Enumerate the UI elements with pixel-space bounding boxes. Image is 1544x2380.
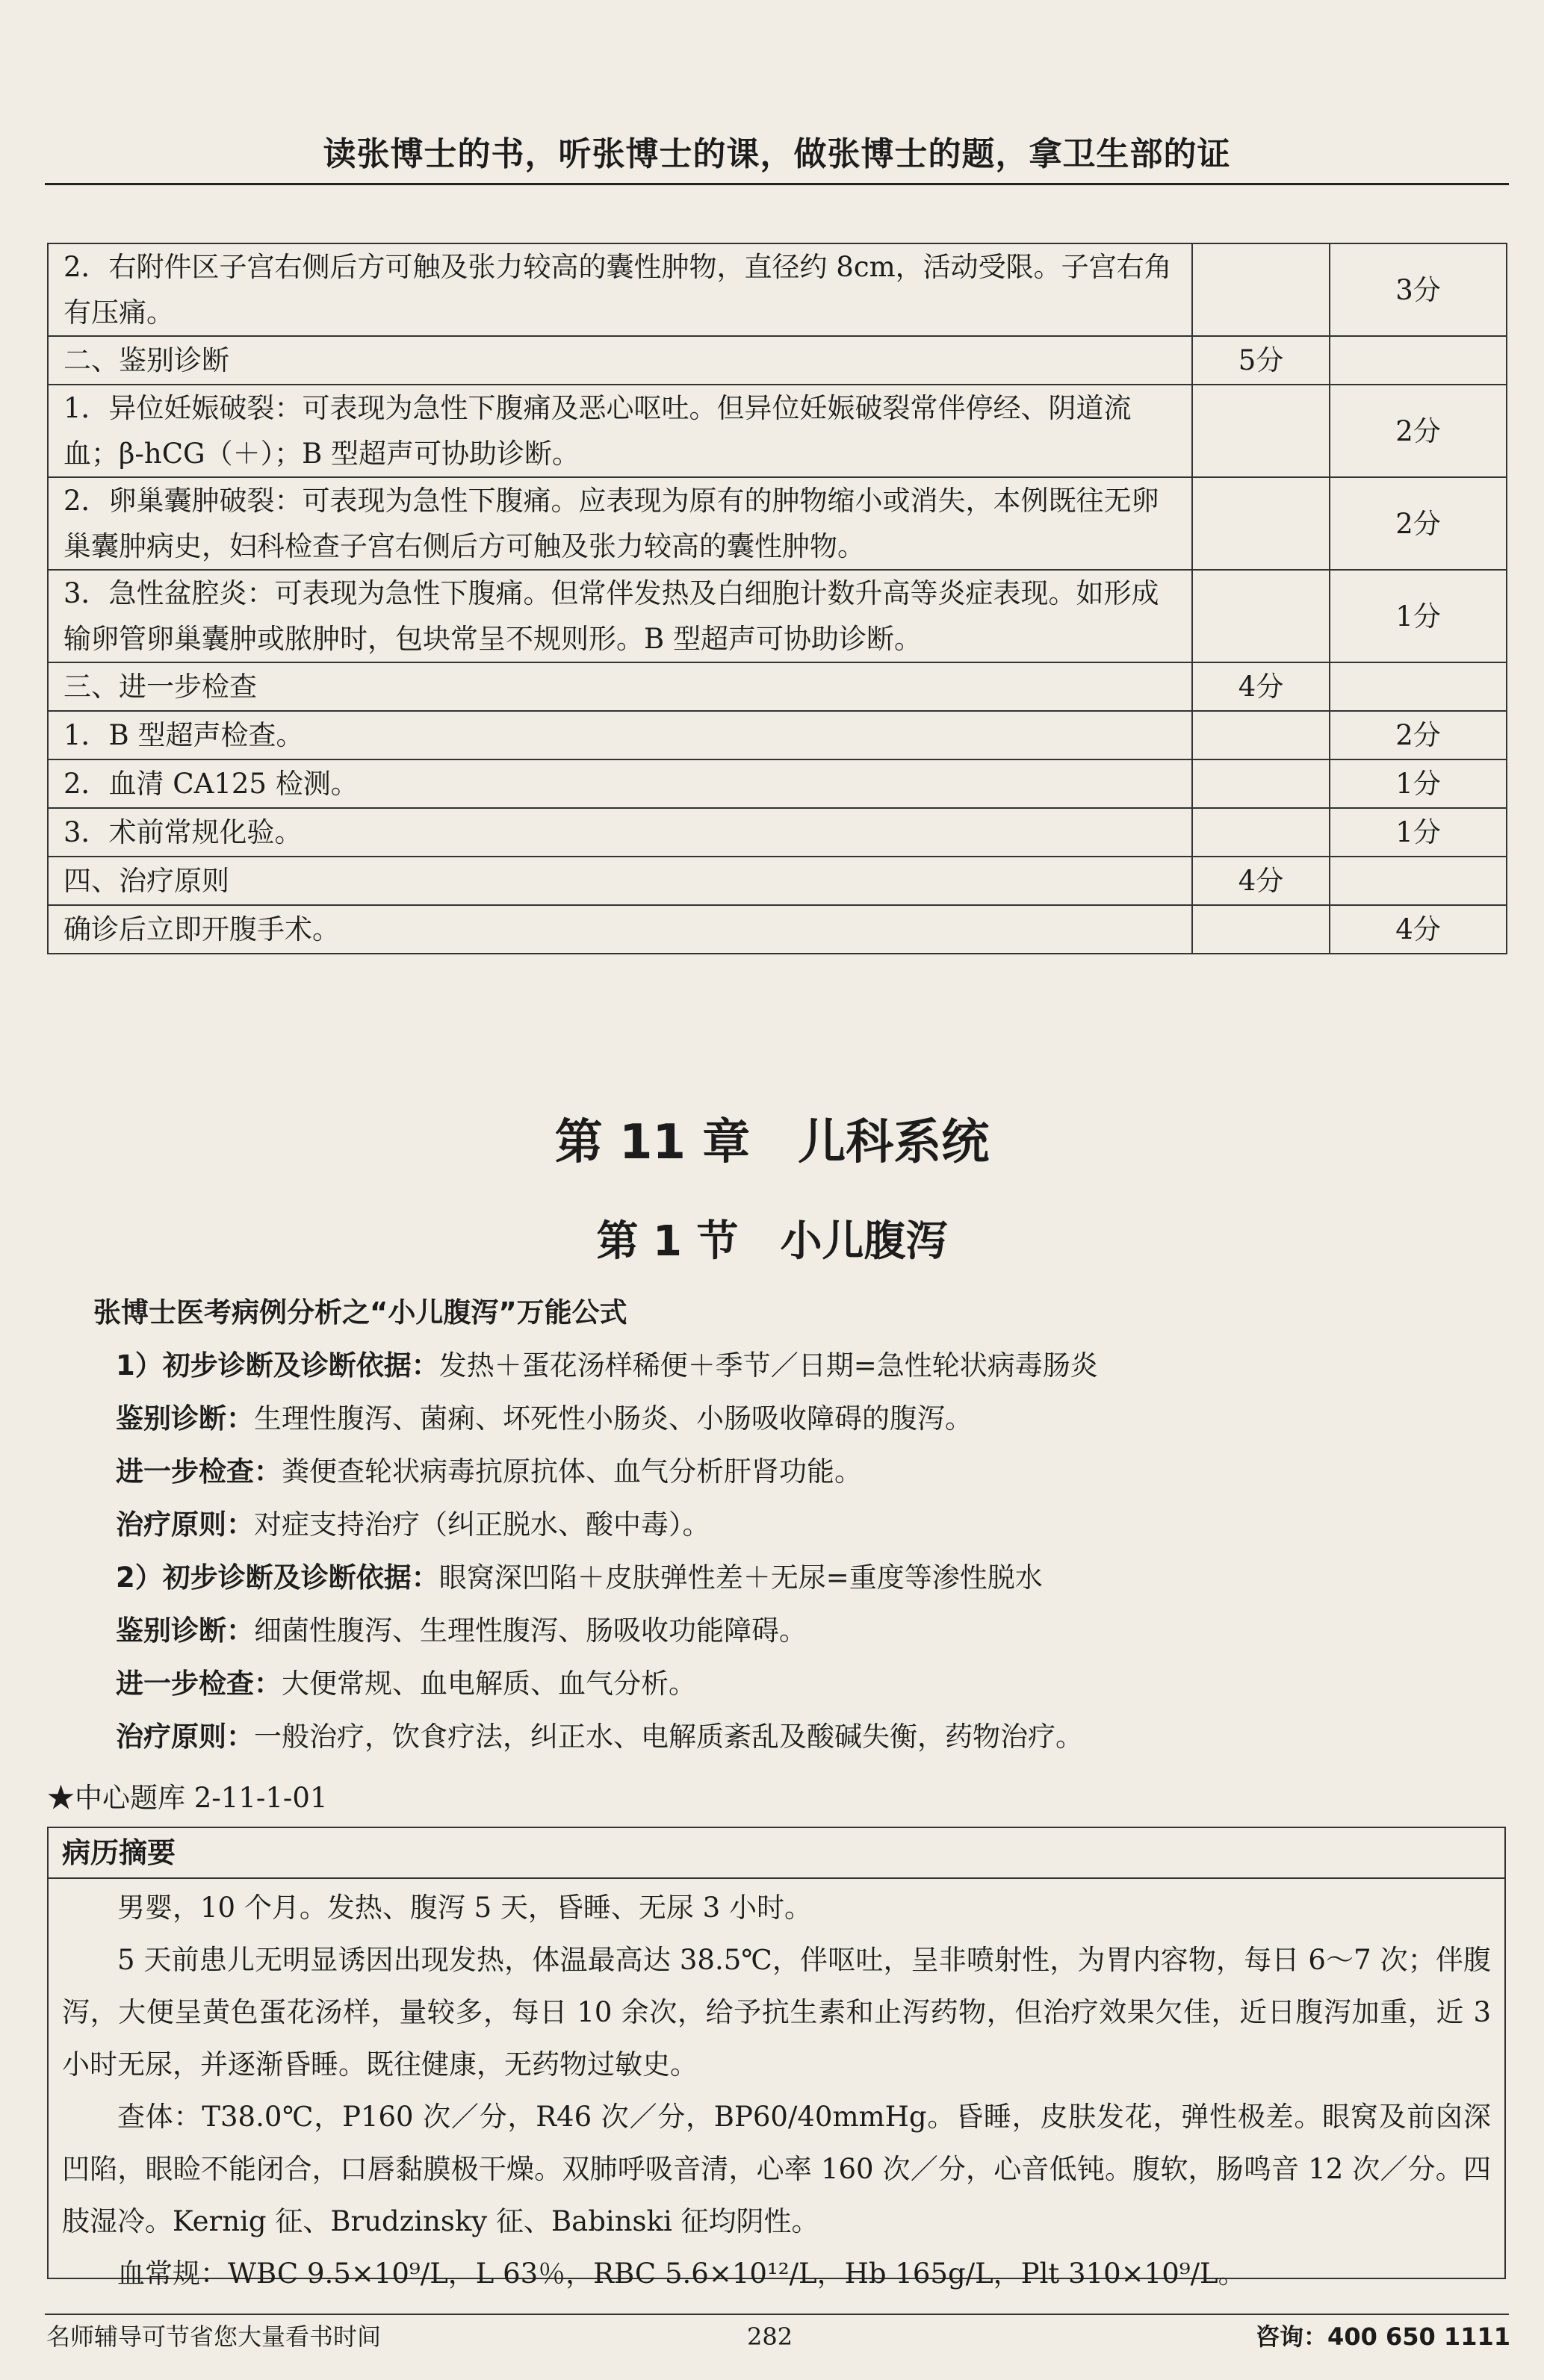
table-row (48, 570, 1507, 662)
section-score (1192, 243, 1330, 336)
item-score: 1分 (1330, 570, 1507, 662)
page-header-slogan: 读张博士的书，听张博士的课，做张博士的题，拿卫生部的证 (323, 135, 1231, 173)
section-score: 4分 (1192, 857, 1330, 905)
formula-line (71, 1392, 1505, 1445)
item-score: 2分 (1330, 385, 1507, 477)
formula-label: 2）初步诊断及诊断依据： (116, 1562, 439, 1594)
case-paragraph: 男婴，10 个月。发热、腹泻 5 天，昏睡、无尿 3 小时。 (117, 1892, 812, 1924)
table-row (48, 857, 1507, 905)
formula-label: 进一步检查： (116, 1668, 282, 1700)
item-score: 2分 (1330, 711, 1507, 759)
item-score: 2分 (1330, 477, 1507, 570)
case-paragraph: 血常规：WBC 9.5×10⁹/L，L 63％，RBC 5.6×10¹²/L，Hb 165g/L，Plt 310×10⁹/L。 (117, 2258, 1246, 2290)
row-text: 3．术前常规化验。 (48, 808, 1192, 857)
section-score (1192, 477, 1330, 570)
row-text: 3．急性盆腔炎：可表现为急性下腹痛。但常伴发热及白细胞计数升高等炎症表现。如形成输卵管卵巢囊肿或脓肿时，包块常呈不规则形。B 型超声可协助诊断。 (48, 570, 1192, 662)
table-row (48, 808, 1507, 857)
section-score: 5分 (1192, 336, 1330, 385)
item-score (1330, 857, 1507, 905)
score-table (47, 243, 1507, 954)
formula-line (71, 1710, 1505, 1763)
formula-text: 发热＋蛋花汤样稀便＋季节／日期=急性轮状病毒肠炎 (438, 1349, 1098, 1382)
formula-label: 鉴别诊断： (116, 1402, 254, 1435)
case-summary-box (47, 1827, 1506, 2290)
section-score (1192, 385, 1330, 477)
footer-contact: 咨询：400 650 1111 (1256, 2322, 1510, 2351)
row-text: 2．卵巢囊肿破裂：可表现为急性下腹痛。应表现为原有的肿物缩小或消失，本例既往无卵巢囊肿病史，妇科检查子宫右侧后方可触及张力较高的囊性肿物。 (48, 477, 1192, 570)
table-row (48, 759, 1507, 808)
section-score (1192, 759, 1330, 808)
table-row (48, 711, 1507, 759)
section-score (1192, 808, 1330, 857)
item-score: 1分 (1330, 759, 1507, 808)
section-score (1192, 711, 1330, 759)
formula-line (71, 1657, 1505, 1710)
chapter-title: 第 11 章 儿科系统 (554, 1115, 990, 1170)
section-score (1192, 570, 1330, 662)
footer-rule (45, 2314, 1509, 2315)
table-row (48, 905, 1507, 954)
footer-slogan: 名师辅导可节省您大量看书时间 (46, 2322, 382, 2351)
formula-label: 治疗原则： (116, 1721, 254, 1753)
formula-text: 眼窝深凹陷＋皮肤弹性差＋无尿=重度等渗性脱水 (438, 1562, 1043, 1594)
section-title: 第 1 节 小儿腹泻 (596, 1217, 948, 1266)
formula-line (71, 1445, 1505, 1498)
formula-text: 细菌性腹泻、生理性腹泻、肠吸收功能障碍。 (254, 1615, 807, 1647)
case-paragraph: 5 天前患儿无明显诱因出现发热，体温最高达 38.5℃，伴呕吐，呈非喷射性，为胃内容物，每日 6～7 次；伴腹泻，大便呈黄色蛋花汤样，量较多，每日 10 余次，给予抗生素和止泻药物，但治疗效果欠佳，近日腹泻加重，近 3 小时无尿，并逐渐昏睡。既往健康，无药物过敏史。 (62, 1944, 1491, 2081)
question-bank-id: ★中心题库 2-11-1-01 (47, 1782, 328, 1814)
page-number: 282 (747, 2322, 793, 2351)
item-score (1330, 336, 1507, 385)
formula-label: 鉴别诊断： (116, 1615, 254, 1647)
row-text: 1．B 型超声检查。 (48, 711, 1192, 759)
formula-line (71, 1339, 1505, 1392)
formula-label: 1）初步诊断及诊断依据： (116, 1349, 439, 1382)
row-text: 1．异位妊娠破裂：可表现为急性下腹痛及恶心呕吐。但异位妊娠破裂常伴停经、阴道流血；β-hCG（＋）；B 型超声可协助诊断。 (48, 385, 1192, 477)
formula-label: 治疗原则： (116, 1509, 254, 1541)
case-heading: 病历摘要 (49, 1828, 1504, 1879)
header-rule (45, 183, 1509, 185)
table-row (48, 385, 1507, 477)
formula-text: 一般治疗，饮食疗法，纠正水、电解质紊乱及酸碱失衡，药物治疗。 (254, 1721, 1083, 1753)
row-text: 三、进一步检查 (48, 662, 1192, 711)
case-body (49, 1879, 1504, 2300)
formula-line (71, 1551, 1505, 1604)
row-text: 二、鉴别诊断 (48, 336, 1192, 385)
section-score (1192, 905, 1330, 954)
formula-text: 对症支持治疗（纠正脱水、酸中毒）。 (254, 1509, 710, 1541)
row-text: 2．血清 CA125 检测。 (48, 759, 1192, 808)
formula-label: 进一步检查： (116, 1455, 282, 1488)
formula-text: 生理性腹泻、菌痢、坏死性小肠炎、小肠吸收障碍的腹泻。 (254, 1402, 973, 1435)
row-text: 四、治疗原则 (48, 857, 1192, 905)
item-score (1330, 662, 1507, 711)
table-row (48, 336, 1507, 385)
formula-text: 大便常规、血电解质、血气分析。 (282, 1668, 696, 1700)
formula-line (71, 1604, 1505, 1657)
formula-line (71, 1498, 1505, 1551)
row-text: 2．右附件区子宫右侧后方可触及张力较高的囊性肿物，直径约 8cm，活动受限。子宫右角有压痛。 (48, 243, 1192, 336)
row-text: 确诊后立即开腹手术。 (48, 905, 1192, 954)
case-paragraph: 查体：T38.0℃，P160 次／分，R46 次／分，BP60/40mmHg。昏睡，皮肤发花，弹性极差。眼窝及前囟深凹陷，眼睑不能闭合，口唇黏膜极干燥。双肺呼吸音清，心率 160 次／分，心音低钝。腹软，肠鸣音 12 次／分。四肢湿冷。Kernig 征、Brudzinsky 征、Babinski 征均阴性。 (62, 2101, 1491, 2237)
table-row (48, 243, 1507, 336)
item-score: 4分 (1330, 905, 1507, 954)
section-score: 4分 (1192, 662, 1330, 711)
item-score: 3分 (1330, 243, 1507, 336)
table-row (48, 477, 1507, 570)
formula-title: 张博士医考病例分析之“小儿腹泻”万能公式 (93, 1296, 627, 1329)
formula-block (71, 1286, 1505, 1763)
formula-text: 粪便查轮状病毒抗原抗体、血气分析肝肾功能。 (282, 1455, 862, 1488)
table-row (48, 662, 1507, 711)
item-score: 1分 (1330, 808, 1507, 857)
